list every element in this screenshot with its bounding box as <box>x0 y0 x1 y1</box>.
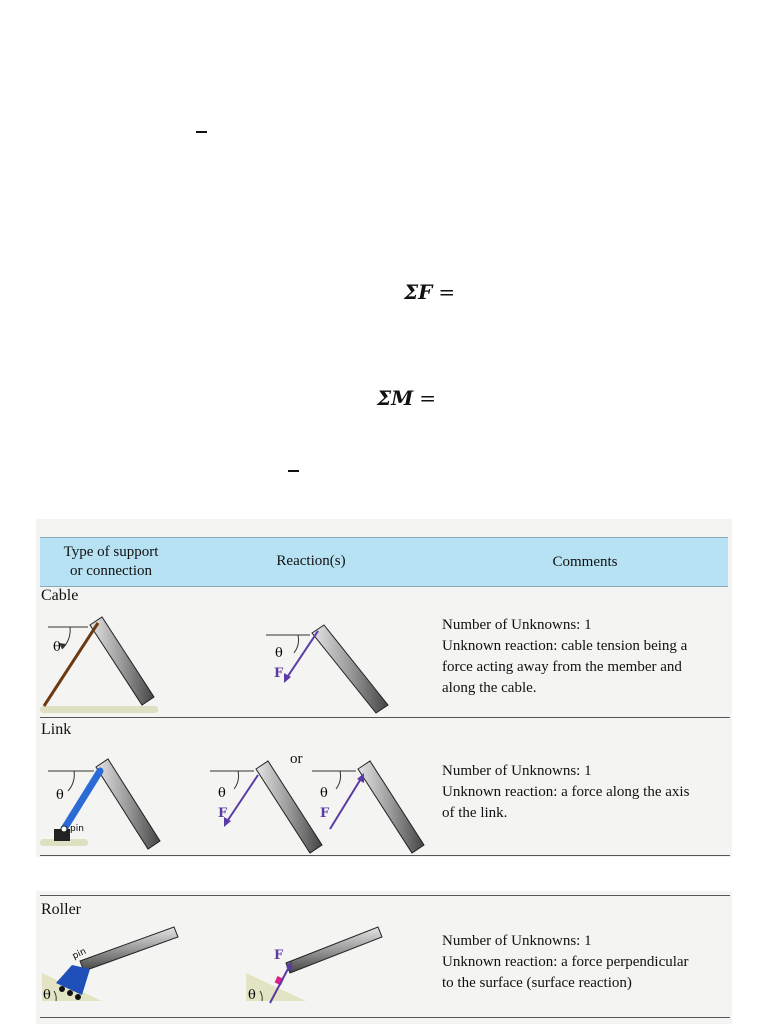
header-support-line-2: or connection <box>69 563 153 579</box>
equation-fragment-dash-bottom <box>288 470 299 472</box>
beam <box>90 617 154 705</box>
roller-support-diagram <box>40 921 200 1007</box>
force-vector <box>330 777 362 829</box>
cable-comment <box>442 615 732 699</box>
force-arrowhead <box>357 773 364 783</box>
or-text: or <box>290 751 303 767</box>
cable <box>44 623 98 706</box>
link-reaction-diagram-b <box>308 745 438 857</box>
header-support-line-1: Type of support <box>63 544 159 560</box>
equation-fragment-dash-top <box>196 131 207 133</box>
row-divider <box>40 895 730 896</box>
table-header <box>40 537 728 587</box>
comment-line: Unknown reaction: a force perpendicular <box>442 954 689 970</box>
angle-arc <box>336 771 341 789</box>
row-divider <box>40 1017 730 1018</box>
roller-reaction-diagram <box>242 921 422 1007</box>
comment-line: along the cable. <box>442 680 537 696</box>
link-member <box>64 771 100 829</box>
beam <box>312 625 388 713</box>
theta-label: θ <box>320 786 328 801</box>
beam <box>96 759 160 849</box>
row-divider <box>40 717 730 718</box>
beam <box>286 927 382 973</box>
force-label: F <box>274 948 284 963</box>
sum-of-moments-symbol: ΣM <box>377 386 414 410</box>
header-reactions: Reaction(s) <box>276 553 346 569</box>
pin-joint <box>61 826 67 832</box>
comment-line: Unknown reaction: cable tension being a <box>442 638 688 654</box>
row-divider <box>40 855 730 856</box>
row-label-roller: Roller <box>41 901 81 918</box>
force-vector <box>226 775 258 823</box>
equals-sign: = <box>438 280 456 304</box>
pin-label: pin <box>70 824 84 834</box>
link-comment <box>442 761 732 824</box>
cable-reaction-diagram <box>262 609 412 719</box>
header-support-type <box>48 543 174 581</box>
force-label: F <box>218 806 228 821</box>
force-vector <box>286 631 318 679</box>
beam <box>358 761 424 853</box>
comment-line: Number of Unknowns: 1 <box>442 763 592 779</box>
link-support-diagram <box>36 741 176 857</box>
row-label-cable: Cable <box>41 587 79 604</box>
supports-table-panel <box>36 519 732 857</box>
theta-label: θ <box>248 988 256 1003</box>
force-label: F <box>320 806 330 821</box>
sum-of-moments-equation <box>377 386 436 410</box>
comment-line: Unknown reaction: a force along the axis <box>442 784 690 800</box>
theta-label: θ <box>43 988 51 1003</box>
comment-line: of the link. <box>442 805 508 821</box>
theta-label: θ <box>56 788 64 803</box>
force-label: F <box>274 666 284 681</box>
angle-arc <box>234 771 239 789</box>
theta-label: θ <box>53 640 61 655</box>
theta-label: θ <box>275 646 283 661</box>
sum-of-forces-equation <box>404 280 455 304</box>
comment-line: to the surface (surface reaction) <box>442 975 632 991</box>
roller-comment <box>442 931 732 994</box>
roller-table-panel <box>36 891 732 1024</box>
angle-arc <box>294 635 299 653</box>
pin-label: pin <box>71 946 88 962</box>
roller-wheel <box>75 994 81 1000</box>
sum-of-forces-symbol: ΣF <box>404 280 433 304</box>
cable-support-diagram <box>36 609 176 719</box>
header-comments: Comments <box>552 554 618 570</box>
row-label-link: Link <box>41 721 72 738</box>
equals-sign: = <box>419 386 437 410</box>
comment-line: force acting away from the member and <box>442 659 682 675</box>
comment-line: Number of Unknowns: 1 <box>442 933 592 949</box>
theta-label: θ <box>218 786 226 801</box>
roller-wheel <box>59 986 65 992</box>
ground-surface <box>40 706 158 713</box>
comment-line: Number of Unknowns: 1 <box>442 617 592 633</box>
angle-arc <box>68 771 74 791</box>
beam <box>80 927 178 971</box>
roller-wheel <box>67 990 73 996</box>
